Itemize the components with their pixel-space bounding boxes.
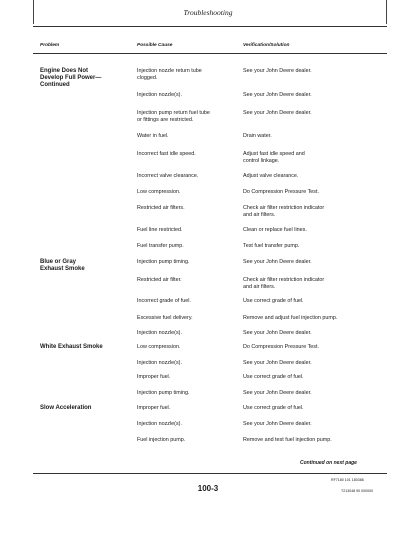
- solution-cell: Do Compression Pressure Test.: [243, 189, 319, 195]
- document-code: RF7180 101 180386: [331, 478, 364, 482]
- problem-cell: Slow Acceleration: [40, 405, 92, 411]
- solution-cell: Remove and adjust fuel injection pump.: [243, 315, 338, 321]
- solution-cell: Clean or replace fuel lines.: [243, 227, 307, 233]
- solution-cell: See your John Deere dealer.: [243, 330, 312, 336]
- solution-cell: See your John Deere dealer.: [243, 390, 312, 396]
- solution-cell: See your John Deere dealer.: [243, 360, 312, 366]
- cause-cell: Injection pump return fuel tube or fittings are restricted.: [137, 110, 210, 123]
- cause-cell: Improper fuel.: [137, 405, 171, 411]
- page-number: 100-3: [197, 484, 219, 493]
- solution-cell: Use correct grade of fuel.: [243, 374, 304, 380]
- solution-cell: See your John Deere dealer.: [243, 421, 312, 427]
- solution-cell: Test fuel transfer pump.: [243, 243, 300, 249]
- solution-cell: Adjust valve clearance.: [243, 173, 299, 179]
- cause-cell: Injection nozzle(s).: [137, 330, 182, 336]
- cause-cell: Injection nozzle(s).: [137, 360, 182, 366]
- column-header-solution: Verification/Solution: [243, 43, 290, 48]
- cause-cell: Low compression.: [137, 189, 181, 195]
- cause-cell: Low compression.: [137, 344, 181, 350]
- cause-cell: Incorrect grade of fuel.: [137, 298, 191, 304]
- footer-rule: [33, 473, 387, 474]
- solution-cell: Use correct grade of fuel.: [243, 298, 304, 304]
- problem-cell: Engine Does Not Develop Full Power— Continued: [40, 68, 102, 88]
- solution-cell: Remove and test fuel injection pump.: [243, 437, 332, 443]
- image-code: T213048 90 000000: [341, 489, 374, 493]
- solution-cell: See your John Deere dealer.: [243, 259, 312, 265]
- cause-cell: Restricted air filter.: [137, 277, 182, 283]
- solution-cell: See your John Deere dealer.: [243, 110, 312, 116]
- continued-note: Continued on next page: [300, 460, 357, 466]
- cause-cell: Injection nozzle return tube clogged.: [137, 68, 202, 81]
- solution-cell: See your John Deere dealer.: [243, 68, 312, 74]
- problem-cell: White Exhaust Smoke: [40, 344, 103, 350]
- solution-cell: Adjust fast idle speed and control linkage.: [243, 151, 305, 164]
- cause-cell: Water in fuel.: [137, 133, 169, 139]
- cause-cell: Restricted air filters.: [137, 205, 185, 211]
- cause-cell: Injection nozzle(s).: [137, 92, 182, 98]
- cause-cell: Incorrect valve clearance.: [137, 173, 199, 179]
- solution-cell: Use correct grade of fuel.: [243, 405, 304, 411]
- cause-cell: Injection nozzle(s).: [137, 421, 182, 427]
- column-header-rule: [33, 53, 387, 54]
- cause-cell: Fuel line restricted.: [137, 227, 183, 233]
- column-header-cause: Possible Cause: [137, 43, 173, 48]
- solution-cell: Check air filter restriction indicator and air filters.: [243, 277, 325, 290]
- solution-cell: Check air filter restriction indicator and air filters.: [243, 205, 325, 218]
- column-header-problem: Problem: [40, 43, 60, 48]
- cause-cell: Fuel injection pump.: [137, 437, 186, 443]
- cause-cell: Improper fuel.: [137, 374, 171, 380]
- problem-cell: Blue or Gray Exhaust Smoke: [40, 259, 85, 272]
- cause-cell: Excessive fuel delivery.: [137, 315, 193, 321]
- cause-cell: Injection pump timing.: [137, 259, 190, 265]
- cause-cell: Injection pump timing.: [137, 390, 190, 396]
- header-bottom-rule: [33, 26, 387, 27]
- solution-cell: Do Compression Pressure Test.: [243, 344, 319, 350]
- cause-cell: Fuel transfer pump.: [137, 243, 184, 249]
- page-title: Troubleshooting: [183, 8, 233, 17]
- cause-cell: Incorrect fast idle speed.: [137, 151, 196, 157]
- solution-cell: See your John Deere dealer.: [243, 92, 312, 98]
- solution-cell: Drain water.: [243, 133, 272, 139]
